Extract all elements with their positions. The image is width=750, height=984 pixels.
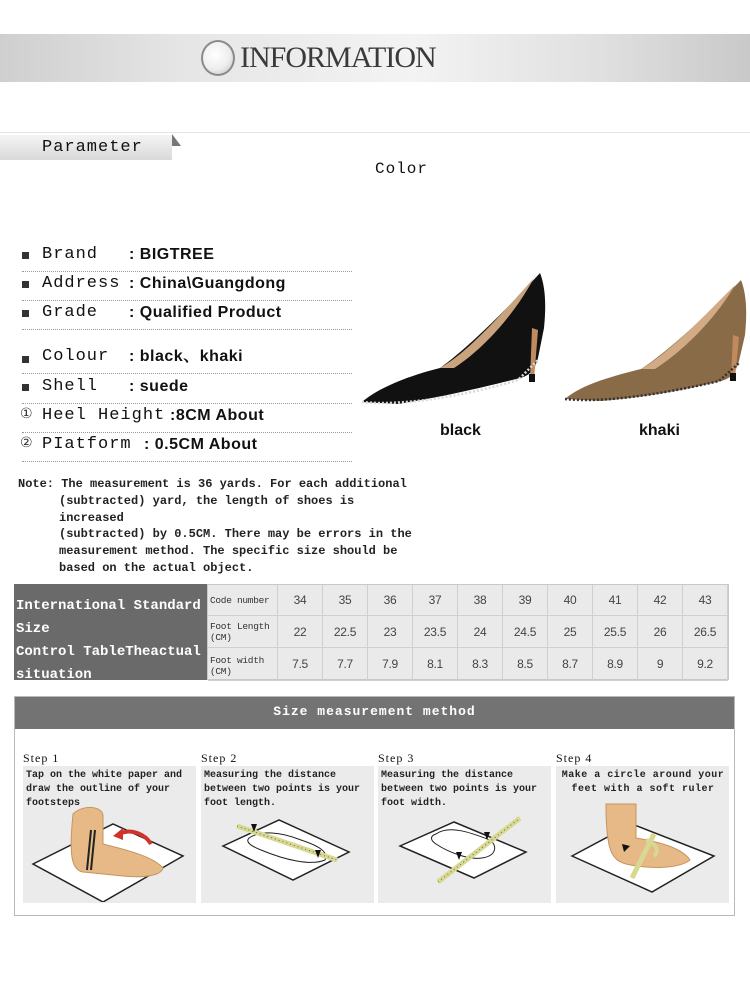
table-cell: 23 — [368, 616, 413, 648]
table-cell: 8.9 — [593, 648, 638, 681]
table-cell: 25 — [548, 616, 593, 648]
description-line: International Standard Size — [16, 598, 201, 637]
note-line: based on the actual object. — [59, 560, 254, 575]
spec-value: : 0.5CM About — [144, 436, 258, 453]
divider — [0, 132, 750, 133]
step-text: Measuring the distance between two points is your foot width. — [381, 770, 538, 809]
size-note — [18, 476, 418, 577]
bullet-icon — [22, 356, 29, 363]
spec-value: : black、khaki — [129, 348, 244, 365]
table-cell: 7.5 — [278, 648, 323, 681]
step-4 — [556, 751, 729, 903]
spec-label: Brand — [42, 245, 132, 264]
row-header-foot-width: Foot width (CM) — [208, 648, 278, 681]
table-cell: 39 — [503, 585, 548, 616]
spec-value: : suede — [129, 378, 189, 395]
soft-ruler-illustration-icon — [556, 794, 729, 902]
table-cell: 7.9 — [368, 648, 413, 681]
note-line: measurement method. The specific size should be — [59, 544, 398, 559]
table-cell: 36 — [368, 585, 413, 616]
step-title: Step 1 — [23, 751, 60, 765]
note-line: Note: The measurement is 36 yards. For each additional — [18, 477, 407, 491]
table-cell: 8.3 — [458, 648, 503, 681]
spec-label: Colour — [42, 347, 132, 366]
note-line: (subtracted) yard, the length of shoes is increased — [59, 493, 355, 525]
triangle-corner-icon — [172, 134, 181, 146]
bullet-icon — [22, 281, 29, 288]
table-cell: 22.5 — [323, 616, 368, 648]
bullet-icon — [22, 252, 29, 259]
table-cell: 9 — [638, 648, 683, 681]
table-cell: 24.5 — [503, 616, 548, 648]
table-cell: 7.7 — [323, 648, 368, 681]
table-cell: 8.7 — [548, 648, 593, 681]
table-cell: 37 — [413, 585, 458, 616]
spec-row-colour — [22, 345, 352, 374]
foot-length-illustration-icon — [201, 794, 374, 902]
color-label-black: black — [440, 422, 481, 439]
step-panel — [201, 766, 374, 903]
row-header-code-number: Code number — [208, 585, 278, 616]
note-line: (subtracted) by 0.5CM. There may be errors in the — [59, 527, 412, 542]
number-one-icon: ① — [20, 406, 33, 422]
table-cell: 26.5 — [683, 616, 728, 648]
table-cell: 42 — [638, 585, 683, 616]
table-cell: 9.2 — [683, 648, 728, 681]
table-cell: 8.5 — [503, 648, 548, 681]
step-title: Step 3 — [378, 751, 415, 765]
black-pump-shoe-image — [358, 268, 548, 413]
spec-value: : BIGTREE — [129, 246, 215, 263]
step-panel — [556, 766, 729, 903]
color-heading: Color — [375, 160, 429, 178]
step-title: Step 2 — [201, 751, 238, 765]
step-2 — [201, 751, 374, 903]
spec-label: PIatform — [42, 435, 143, 454]
table-cell: 8.1 — [413, 648, 458, 681]
table-cell: 24 — [458, 616, 503, 648]
spec-value: :8CM About — [170, 407, 265, 424]
spec-label: Shell — [42, 377, 132, 396]
step-3 — [378, 751, 551, 903]
step-panel — [23, 766, 196, 903]
foot-outline-illustration-icon — [23, 794, 196, 902]
circle-ornament-icon — [201, 40, 235, 76]
table-cell: 35 — [323, 585, 368, 616]
table-cell: 40 — [548, 585, 593, 616]
spec-row-shell — [22, 375, 352, 404]
table-cell: 41 — [593, 585, 638, 616]
bullet-icon — [22, 310, 29, 317]
measurement-method-panel — [14, 696, 735, 916]
foot-width-illustration-icon — [378, 794, 551, 902]
step-text: Tap on the white paper and draw the outline of your footsteps — [26, 770, 183, 809]
parameter-tab-label: Parameter — [42, 138, 143, 157]
spec-row-platform — [22, 433, 352, 462]
spec-row-heel-height — [22, 404, 352, 433]
spec-label: Grade — [42, 303, 132, 322]
spec-row-address — [22, 272, 352, 301]
table-cell: 22 — [278, 616, 323, 648]
step-title: Step 4 — [556, 751, 593, 765]
size-chart — [14, 584, 729, 683]
table-cell: 38 — [458, 585, 503, 616]
color-label-khaki: khaki — [639, 422, 680, 439]
measurement-method-title: Size measurement method — [15, 697, 734, 729]
table-cell: 43 — [683, 585, 728, 616]
spec-label: Address — [42, 274, 132, 293]
spec-value: : China\Guangdong — [129, 275, 286, 292]
table-cell: 26 — [638, 616, 683, 648]
khaki-pump-shoe-image — [561, 275, 750, 410]
number-two-icon: ② — [20, 435, 33, 451]
banner-title: INFORMATION — [240, 41, 436, 74]
size-grid — [207, 584, 729, 680]
size-chart-description — [14, 584, 207, 683]
step-text: Make a circle around your feet with a soft ruler — [561, 770, 725, 795]
step-panel — [378, 766, 551, 903]
step-1 — [23, 751, 196, 903]
spec-label: Heel Height — [42, 406, 177, 425]
spec-row-grade — [22, 301, 352, 330]
table-cell: 23.5 — [413, 616, 458, 648]
bullet-icon — [22, 384, 29, 391]
description-line: Control TableTheactual situation — [16, 644, 201, 683]
table-cell: 34 — [278, 585, 323, 616]
spec-value: : Qualified Product — [129, 304, 282, 321]
spec-row-brand — [22, 243, 352, 272]
table-cell: 25.5 — [593, 616, 638, 648]
row-header-foot-length: Foot Length (CM) — [208, 616, 278, 648]
step-text: Measuring the distance between two points is your foot length. — [204, 770, 361, 809]
